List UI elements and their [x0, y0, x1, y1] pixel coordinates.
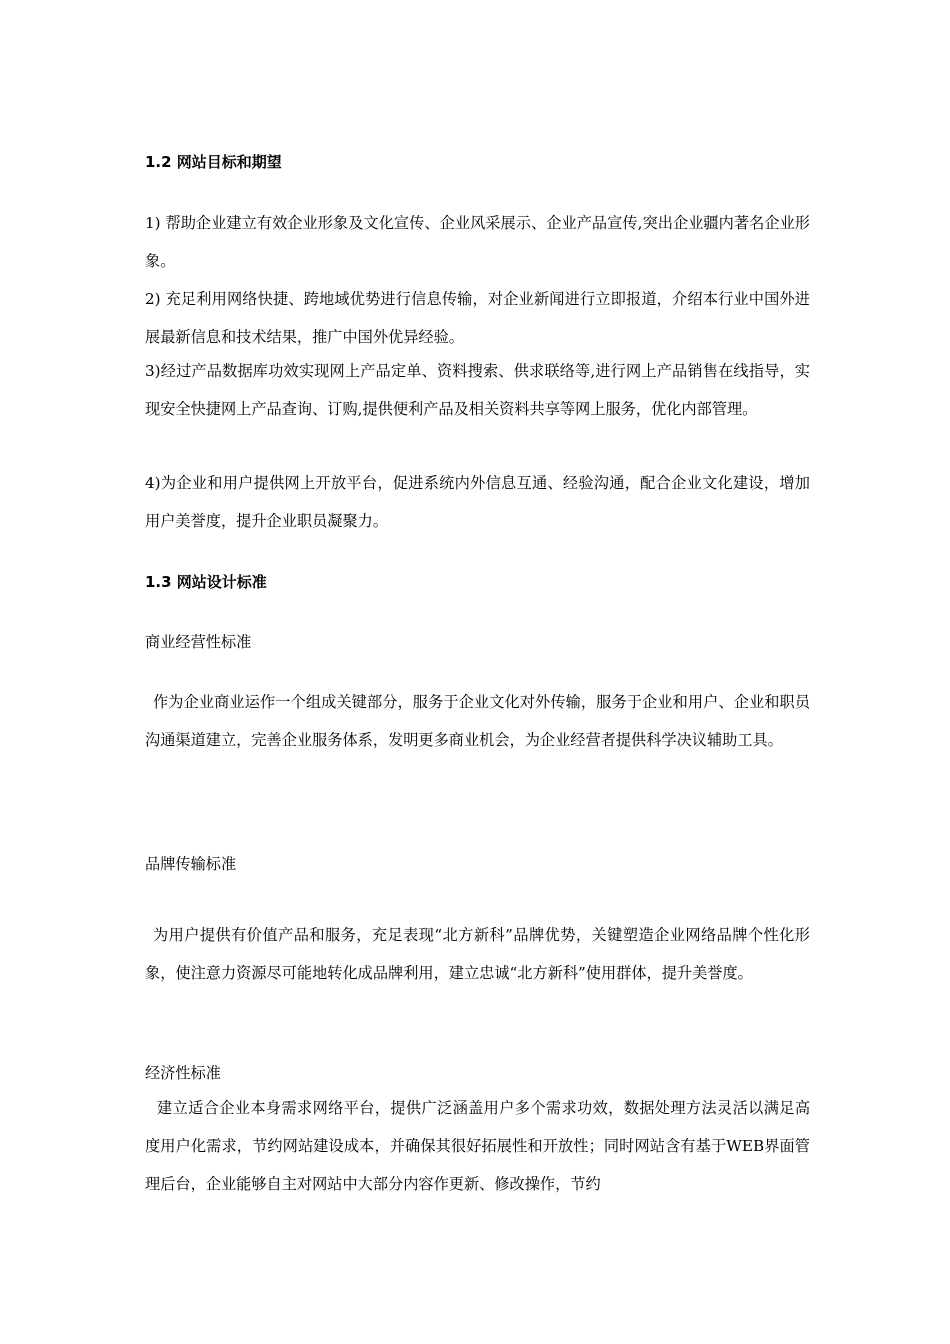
section-heading-goals: 1.2 网站目标和期望: [145, 153, 282, 171]
standard-title-economy: 经济性标准: [145, 1064, 221, 1082]
standard-body-economy: 建立适合企业本身需求网络平台，提供广泛涵盖用户多个需求功效，数据处理方法灵活以满足高度用户化需求，节约网站建设成本，并确保其很好拓展性和开放性；同时网站含有基于WEB界面管理后台，企业能够自主对网站中大部分内容作更新、修改操作，节约: [145, 1099, 810, 1193]
section-heading-standards: 1.3 网站设计标准: [145, 573, 267, 591]
goal-item-1: 1) 帮助企业建立有效企业形象及文化宣传、企业风采展示、企业产品宣传,突出企业疆内著名企业形象。: [145, 214, 810, 270]
goal-item-4: 4)为企业和用户提供网上开放平台，促进系统内外信息互通、经验沟通，配合企业文化建设，增加用户美誉度，提升企业职员凝聚力。: [145, 474, 810, 530]
goal-item-3: 3)经过产品数据库功效实现网上产品定单、资料搜索、供求联络等,进行网上产品销售在线指导，实现安全快捷网上产品查询、订购,提供便利产品及相关资料共享等网上服务，优化内部管理。: [145, 362, 810, 418]
standard-body-commercial: 作为企业商业运作一个组成关键部分，服务于企业文化对外传输，服务于企业和用户、企业和职员沟通渠道建立，完善企业服务体系，发明更多商业机会，为企业经营者提供科学决议辅助工具。: [145, 693, 810, 749]
goal-item-2: 2) 充足利用网络快捷、跨地域优势进行信息传输，对企业新闻进行立即报道，介绍本行业中国外进展最新信息和技术结果，推广中国外优异经验。: [145, 290, 810, 346]
standard-title-commercial: 商业经营性标准: [145, 633, 252, 651]
standard-body-brand: 为用户提供有价值产品和服务，充足表现“北方新科”品牌优势，关键塑造企业网络品牌个性化形象，使注意力资源尽可能地转化成品牌利用，建立忠诚“北方新科”使用群体，提升美誉度。: [145, 926, 810, 982]
standard-title-brand: 品牌传输标准: [145, 855, 237, 873]
